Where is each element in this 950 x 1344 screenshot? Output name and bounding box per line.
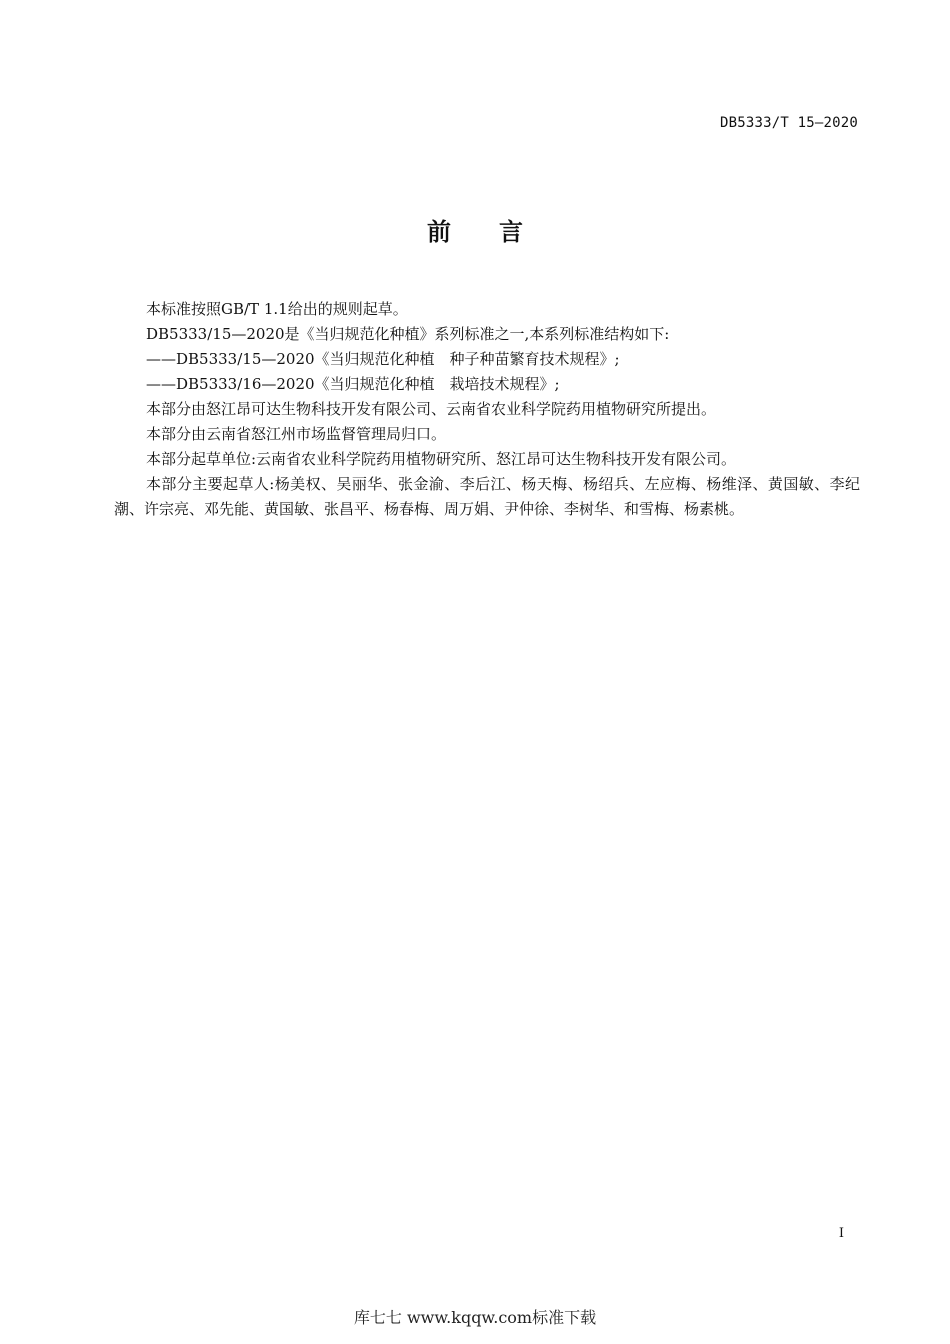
- paragraph-proposer: 本部分由怒江昂可达生物科技开发有限公司、云南省农业科学院药用植物研究所提出。: [146, 400, 717, 418]
- footer-watermark: 库七七 www.kqqw.com标准下载: [353, 1308, 597, 1327]
- paragraph-series-part-16: ——DB5333/16—2020《当归规范化种植 栽培技术规程》;: [146, 375, 560, 393]
- foreword-body: [114, 297, 860, 522]
- paragraph-series-part-15: ——DB5333/15—2020《当归规范化种植 种子种苗繁育技术规程》;: [146, 350, 620, 368]
- page-number: I: [838, 1226, 844, 1241]
- paragraph-drafting-units: 本部分起草单位:云南省农业科学院药用植物研究所、怒江昂可达生物科技开发有限公司。: [146, 450, 737, 468]
- paragraph-series-intro: DB5333/15—2020是《当归规范化种植》系列标准之一,本系列标准结构如下:: [146, 325, 670, 343]
- paragraph-administrator: 本部分由云南省怒江州市场监督管理局归口。: [146, 425, 447, 443]
- paragraph-drafting-rules: 本标准按照GB/T 1.1给出的规则起草。: [146, 300, 408, 318]
- paragraph-drafters: 本部分主要起草人:杨美权、吴丽华、张金渝、李后江、杨天梅、杨绍兵、左应梅、杨维泽、黄国敏、李纪潮、许宗亮、邓先能、黄国敏、张昌平、杨春梅、周万娟、尹仲徐、李树华、和雪梅、杨素桃。: [114, 475, 860, 518]
- page-title: 前 言: [427, 218, 523, 246]
- standard-code: DB5333/T 15—2020: [719, 115, 858, 131]
